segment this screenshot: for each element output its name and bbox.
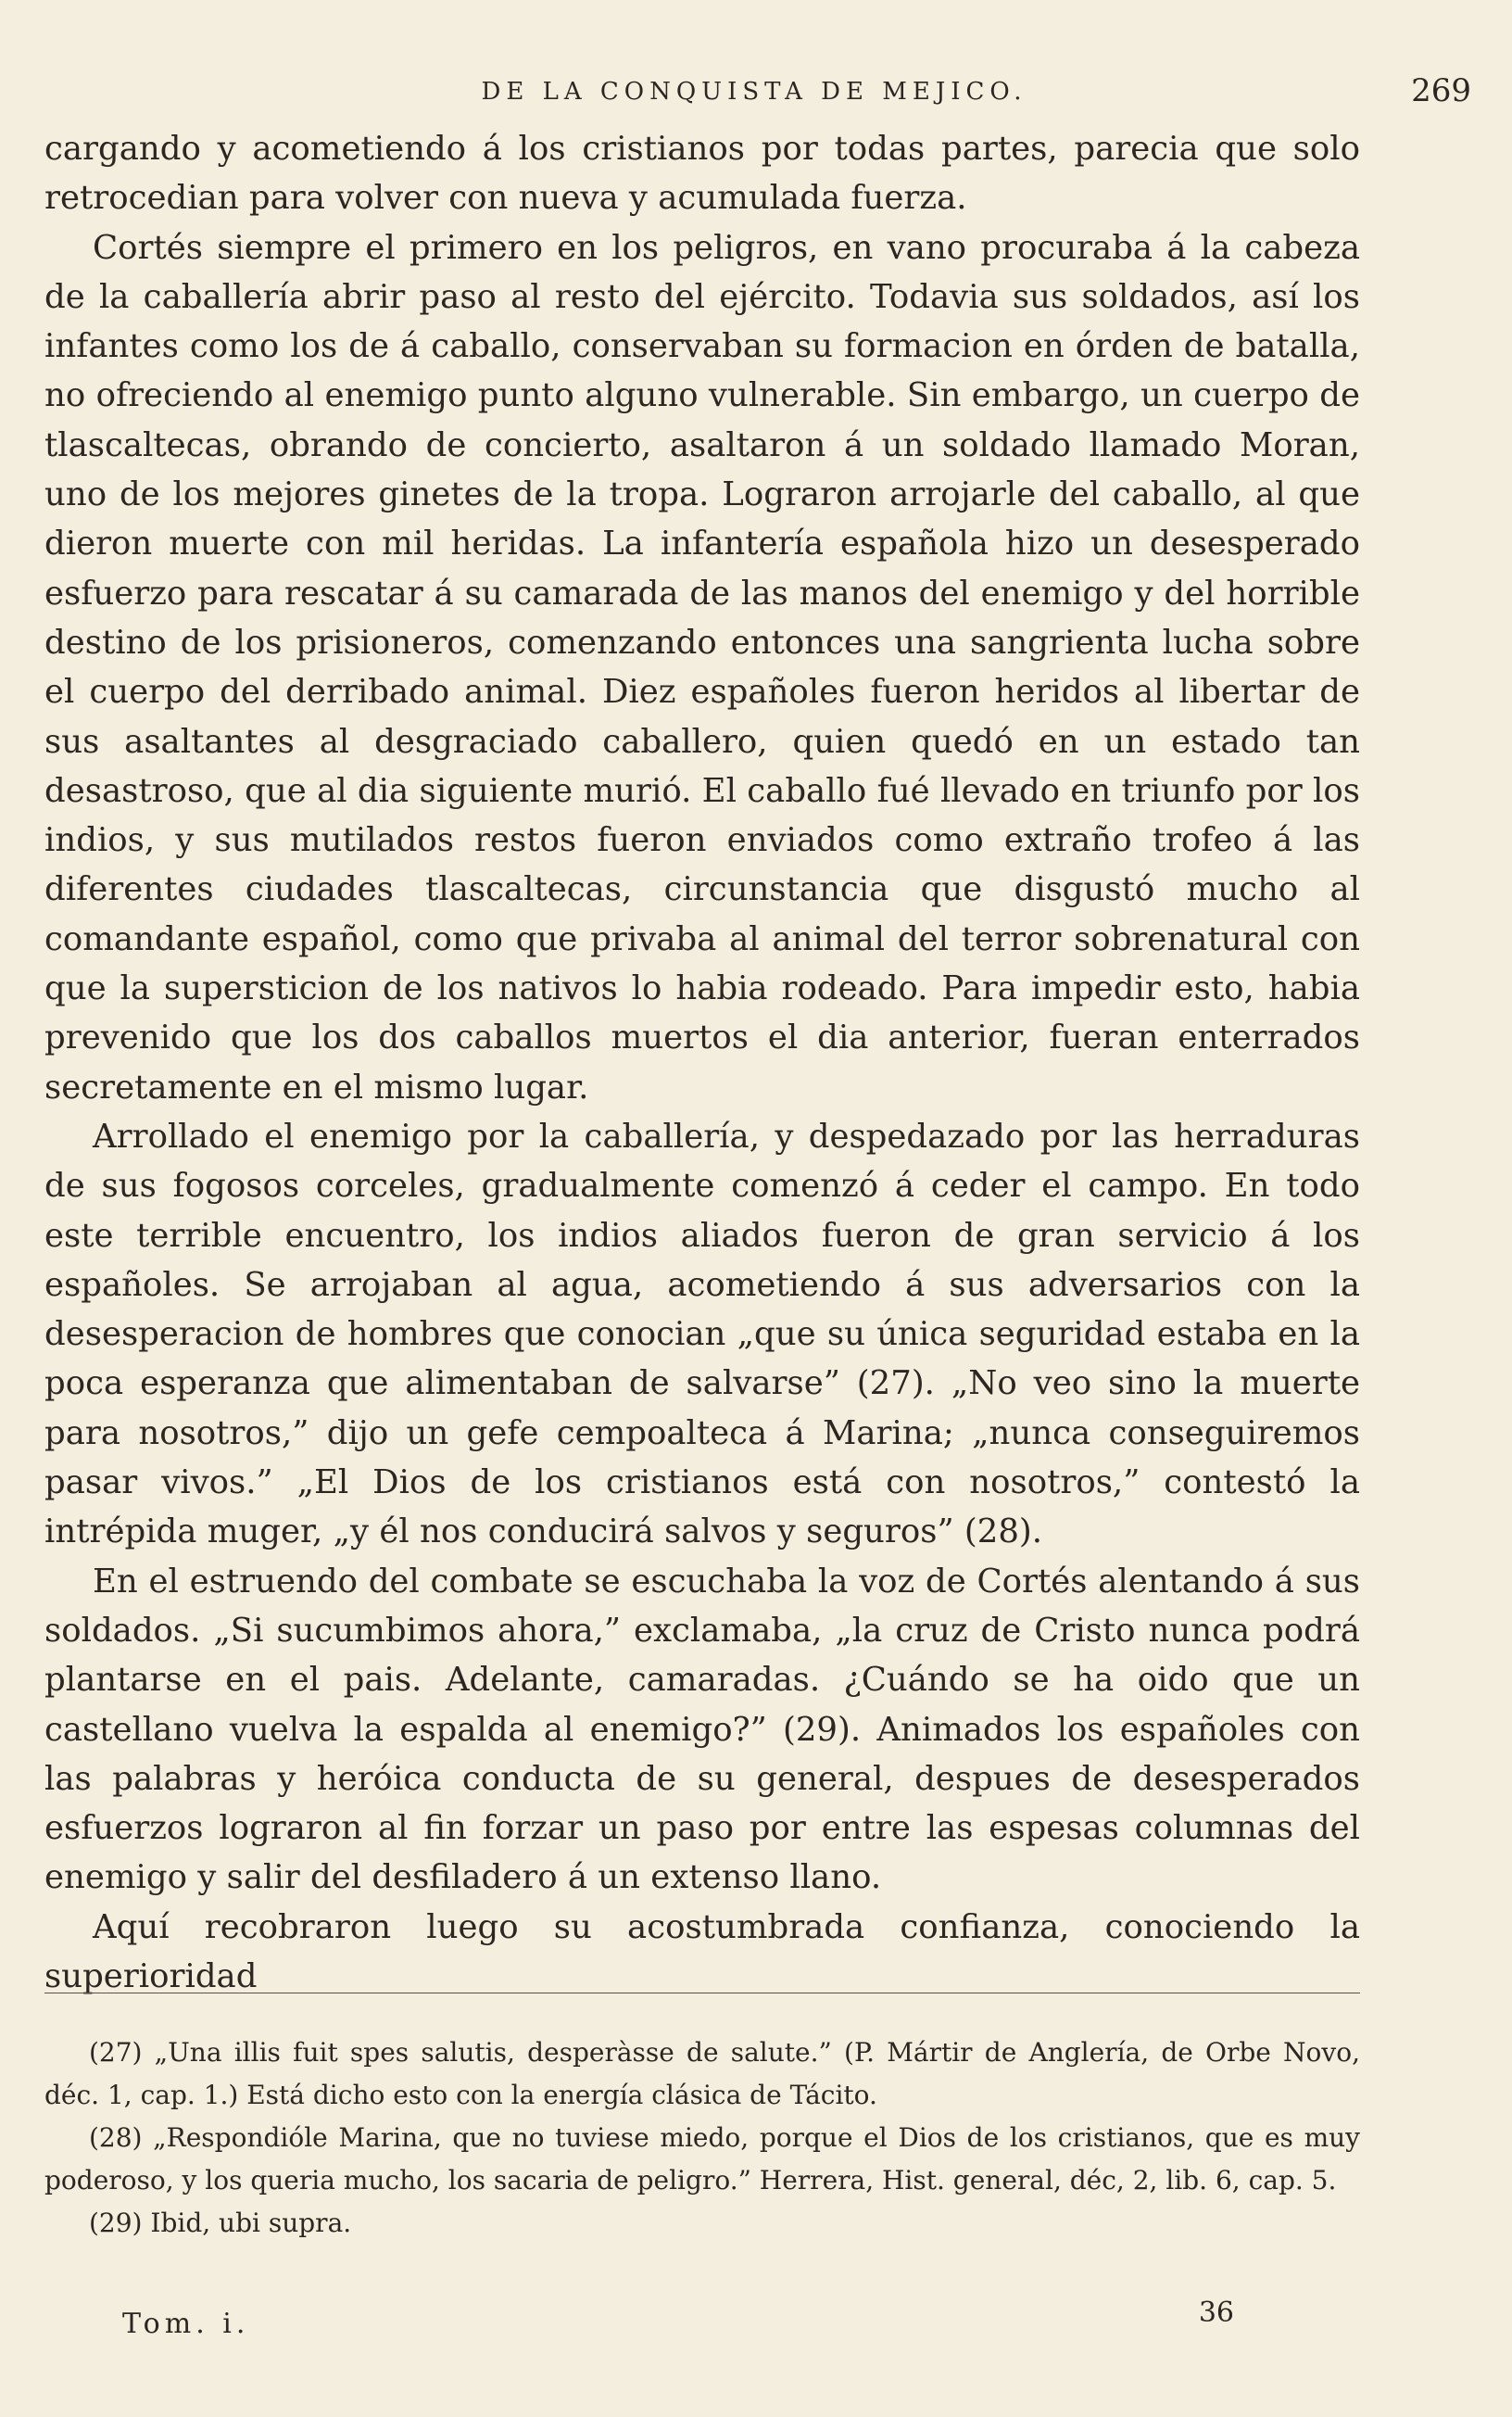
signature-mark: 36 bbox=[1198, 2297, 1234, 2329]
footnotes bbox=[44, 2031, 1360, 2245]
paragraph: Cortés siempre el primero en los peligros, en vano procuraba á la cabeza de la caballería abrir paso al resto del ejército. Todavia sus soldados, así los infantes como los de á caballo, conservaban su formacion en órden de batalla, no ofreciendo al enemigo punto alguno vulnerable. Sin embargo, un cuerpo de tlascaltecas, obrando de concierto, asaltaron á un soldado llamado Moran, uno de los mejores ginetes de la tropa. Lograron arrojarle del caballo, al que dieron muerte con mil heridas. La infantería española hizo un desesperado esfuerzo para rescatar á su camarada de las manos del enemigo y del horrible destino de los prisioneros, comenzando entonces una sangrienta lucha sobre el cuerpo del derribado animal. Diez españoles fueron heridos al libertar de sus asaltantes al desgraciado caballero, quien quedó en un estado tan desastroso, que al dia siguiente murió. El caballo fué llevado en triunfo por los indios, y sus mutilados restos fueron enviados como extraño trofeo á las diferentes ciudades tlascaltecas, circunstancia que disgustó mucho al comandante español, como que privaba al animal del terror sobrenatural con que la supersticion de los nativos lo habia rodeado. Para impedir esto, habia prevenido que los dos caballos muertos el dia anterior, fueran enterrados secretamente en el mismo lugar. bbox=[44, 228, 1360, 1107]
paragraph: Aquí recobraron luego su acostumbrada confianza, conociendo la superioridad bbox=[44, 1907, 1360, 1995]
paragraph: cargando y acometiendo á los cristianos por todas partes, parecia que solo retrocedian para volver con nueva y acumulada fuerza. bbox=[44, 130, 1360, 218]
page-number: 269 bbox=[1411, 72, 1471, 109]
running-title: DE LA CONQUISTA DE MEJICO. bbox=[481, 78, 1027, 106]
paragraph: Arrollado el enemigo por la caballería, y despedazado por las herraduras de sus fogosos corceles, gradualmente comenzó á ceder el campo. En todo este terrible encuentro, los indios aliados fueron de gran servicio á los españoles. Se arrojaban al agua, acometiendo á sus adversarios con la desesperacion de hombres que conocian „que su única seguridad estaba en la poca esperanza que alimentaban de salvarse” (27). „No veo sino la muerte para nosotros,” dijo un gefe cempoalteca á Marina; „nunca conseguiremos pasar vivos.” „El Dios de los cristianos está con nosotros,” contestó la intrépida muger, „y él nos conducirá salvos y seguros” (28). bbox=[44, 1117, 1360, 1551]
footnote: (29) Ibid, ubi supra. bbox=[89, 2208, 352, 2238]
volume-label: Tom. i. bbox=[122, 2308, 250, 2340]
footnote: (28) „Respondióle Marina, que no tuviese miedo, porque el Dios de los cristianos, que es muy poderoso, y los queria mucho, los sacaria de peligro.” Herrera, Hist. general, déc, 2, lib. 6, cap. 5. bbox=[44, 2122, 1360, 2196]
page-footer bbox=[122, 2297, 1234, 2354]
footnote: (27) „Una illis fuit spes salutis, desperàsse de salute.” (P. Mártir de Anglería, de Orbe Novo, déc. 1, cap. 1.) Está dicho esto con la energía clásica de Tácito. bbox=[44, 2037, 1360, 2110]
body-text bbox=[44, 124, 1360, 2001]
paragraph: En el estruendo del combate se escuchaba la voz de Cortés alentando á sus soldados. „Si sucumbimos ahora,” exclamaba, „la cruz de Cristo nunca podrá plantarse en el pais. Adelante, camaradas. ¿Cuándo se ha oido que un castellano vuelva la espalda al enemigo?” (29). Animados los españoles con las palabras y heróica conducta de su general, despues de desesperados esfuerzos lograron al fin forzar un paso por entre las espesas columnas del enemigo y salir del desfiladero á un extenso llano. bbox=[44, 1562, 1360, 1897]
running-head bbox=[37, 72, 1471, 115]
